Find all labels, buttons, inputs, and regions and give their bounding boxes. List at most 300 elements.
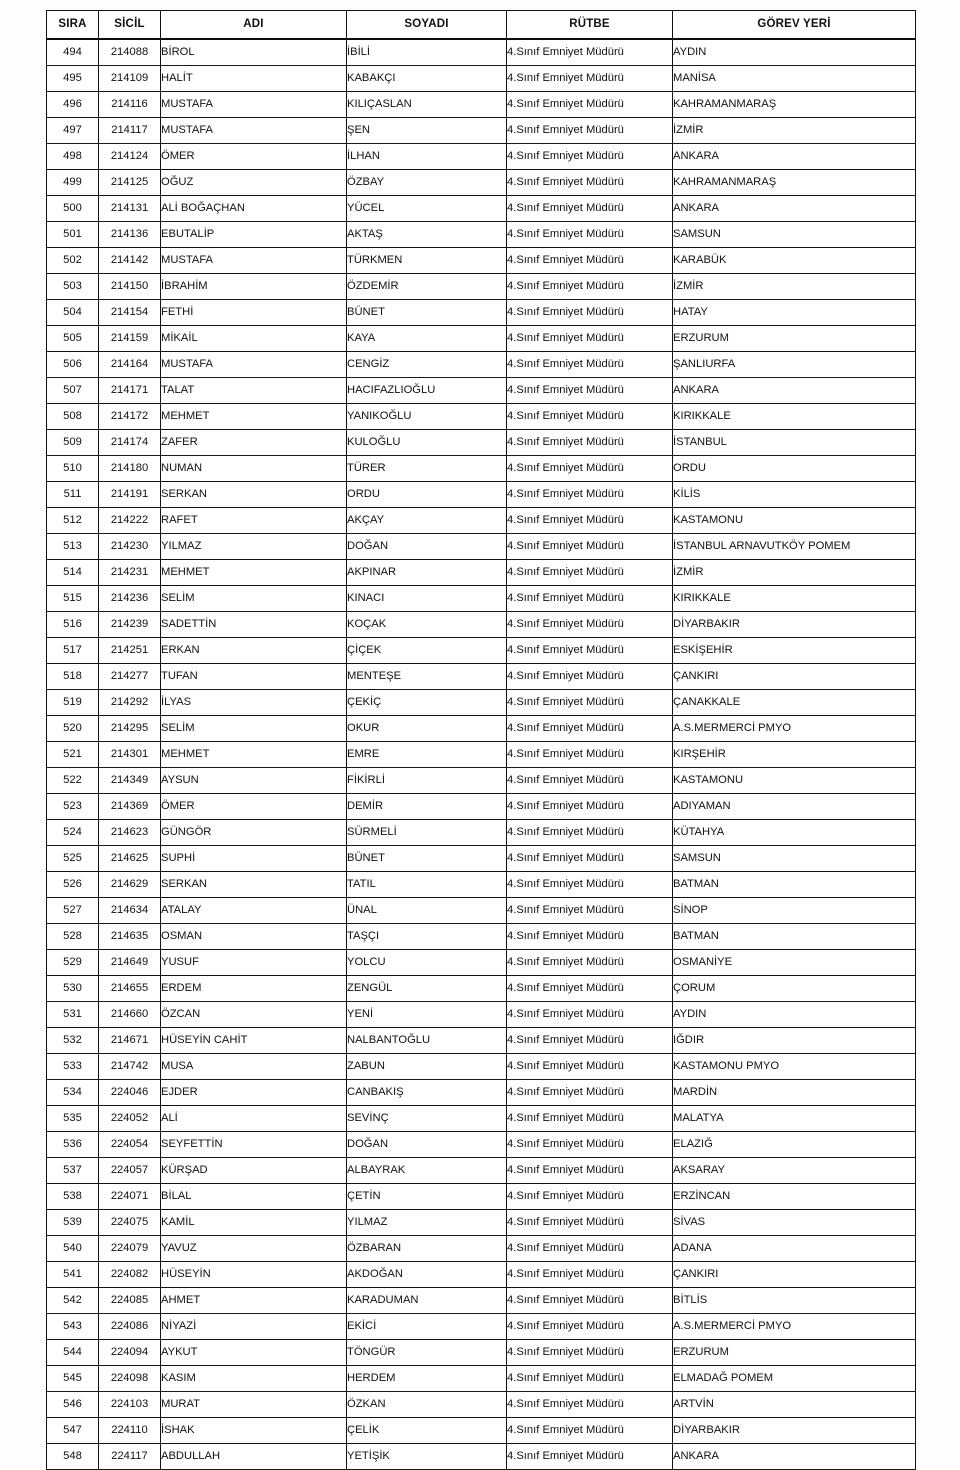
cell-rutbe: 4.Sınıf Emniyet Müdürü <box>507 430 673 456</box>
cell-sira: 539 <box>47 1210 99 1236</box>
cell-sira: 520 <box>47 716 99 742</box>
cell-gorev-yeri: SAMSUN <box>673 222 916 248</box>
cell-gorev-yeri: ESKİŞEHİR <box>673 638 916 664</box>
cell-sicil: 224052 <box>99 1106 161 1132</box>
cell-sira: 543 <box>47 1314 99 1340</box>
cell-soyadi: YENİ <box>347 1002 507 1028</box>
cell-soyadi: TÜRKMEN <box>347 248 507 274</box>
table-row <box>47 560 916 586</box>
cell-rutbe: 4.Sınıf Emniyet Müdürü <box>507 1314 673 1340</box>
cell-soyadi: YOLCU <box>347 950 507 976</box>
cell-sicil: 214292 <box>99 690 161 716</box>
cell-soyadi: ÇELİK <box>347 1418 507 1444</box>
column-header-gorev-yeri: GÖREV YERİ <box>673 11 916 40</box>
cell-soyadi: ÖZBAY <box>347 170 507 196</box>
cell-sicil: 214349 <box>99 768 161 794</box>
cell-sicil: 214295 <box>99 716 161 742</box>
cell-rutbe: 4.Sınıf Emniyet Müdürü <box>507 716 673 742</box>
cell-gorev-yeri: BİTLİS <box>673 1288 916 1314</box>
cell-soyadi: DEMİR <box>347 794 507 820</box>
cell-sicil: 224079 <box>99 1236 161 1262</box>
cell-soyadi: ÇETİN <box>347 1184 507 1210</box>
cell-adi: RAFET <box>161 508 347 534</box>
cell-sicil: 224075 <box>99 1210 161 1236</box>
cell-rutbe: 4.Sınıf Emniyet Müdürü <box>507 378 673 404</box>
cell-rutbe: 4.Sınıf Emniyet Müdürü <box>507 690 673 716</box>
cell-sicil: 214625 <box>99 846 161 872</box>
cell-sicil: 214164 <box>99 352 161 378</box>
table-row <box>47 534 916 560</box>
table-row <box>47 1418 916 1444</box>
cell-gorev-yeri: ÇANAKKALE <box>673 690 916 716</box>
cell-gorev-yeri: KAHRAMANMARAŞ <box>673 92 916 118</box>
table-row <box>47 768 916 794</box>
cell-gorev-yeri: ANKARA <box>673 1444 916 1470</box>
cell-rutbe: 4.Sınıf Emniyet Müdürü <box>507 274 673 300</box>
table-row <box>47 39 916 66</box>
cell-rutbe: 4.Sınıf Emniyet Müdürü <box>507 456 673 482</box>
cell-soyadi: KARADUMAN <box>347 1288 507 1314</box>
table-row <box>47 404 916 430</box>
cell-gorev-yeri: KASTAMONU <box>673 508 916 534</box>
cell-sira: 515 <box>47 586 99 612</box>
cell-rutbe: 4.Sınıf Emniyet Müdürü <box>507 1158 673 1184</box>
cell-gorev-yeri: A.S.MERMERCİ PMYO <box>673 716 916 742</box>
cell-sira: 507 <box>47 378 99 404</box>
cell-rutbe: 4.Sınıf Emniyet Müdürü <box>507 1028 673 1054</box>
cell-rutbe: 4.Sınıf Emniyet Müdürü <box>507 508 673 534</box>
cell-sira: 529 <box>47 950 99 976</box>
cell-soyadi: YILMAZ <box>347 1210 507 1236</box>
cell-adi: ATALAY <box>161 898 347 924</box>
cell-sicil: 224054 <box>99 1132 161 1158</box>
cell-sicil: 214131 <box>99 196 161 222</box>
cell-soyadi: TATIL <box>347 872 507 898</box>
cell-sicil: 224071 <box>99 1184 161 1210</box>
cell-gorev-yeri: ÇANKIRI <box>673 1262 916 1288</box>
cell-sicil: 214124 <box>99 144 161 170</box>
cell-sicil: 224094 <box>99 1340 161 1366</box>
cell-gorev-yeri: ERZURUM <box>673 1340 916 1366</box>
cell-sira: 525 <box>47 846 99 872</box>
cell-adi: MURAT <box>161 1392 347 1418</box>
table-row <box>47 170 916 196</box>
cell-sira: 533 <box>47 1054 99 1080</box>
cell-rutbe: 4.Sınıf Emniyet Müdürü <box>507 1236 673 1262</box>
cell-soyadi: ÖZDEMİR <box>347 274 507 300</box>
cell-soyadi: EKİCİ <box>347 1314 507 1340</box>
cell-rutbe: 4.Sınıf Emniyet Müdürü <box>507 586 673 612</box>
cell-rutbe: 4.Sınıf Emniyet Müdürü <box>507 1444 673 1470</box>
cell-gorev-yeri: ÇANKIRI <box>673 664 916 690</box>
cell-sicil: 214180 <box>99 456 161 482</box>
cell-sira: 534 <box>47 1080 99 1106</box>
table-row <box>47 1236 916 1262</box>
cell-gorev-yeri: KIRŞEHİR <box>673 742 916 768</box>
cell-adi: GÜNGÖR <box>161 820 347 846</box>
table-row <box>47 378 916 404</box>
cell-adi: İBRAHİM <box>161 274 347 300</box>
cell-soyadi: ORDU <box>347 482 507 508</box>
cell-gorev-yeri: KÜTAHYA <box>673 820 916 846</box>
cell-sira: 511 <box>47 482 99 508</box>
cell-soyadi: AKPINAR <box>347 560 507 586</box>
cell-gorev-yeri: KIRIKKALE <box>673 586 916 612</box>
cell-adi: ERKAN <box>161 638 347 664</box>
cell-sira: 528 <box>47 924 99 950</box>
cell-rutbe: 4.Sınıf Emniyet Müdürü <box>507 794 673 820</box>
cell-sicil: 224103 <box>99 1392 161 1418</box>
table-row <box>47 430 916 456</box>
column-header-rutbe: RÜTBE <box>507 11 673 40</box>
cell-soyadi: MENTEŞE <box>347 664 507 690</box>
cell-adi: ÖZCAN <box>161 1002 347 1028</box>
cell-sicil: 224046 <box>99 1080 161 1106</box>
table-row <box>47 482 916 508</box>
cell-gorev-yeri: ADANA <box>673 1236 916 1262</box>
cell-rutbe: 4.Sınıf Emniyet Müdürü <box>507 664 673 690</box>
cell-adi: NİYAZİ <box>161 1314 347 1340</box>
cell-rutbe: 4.Sınıf Emniyet Müdürü <box>507 1210 673 1236</box>
cell-soyadi: ÖZKAN <box>347 1392 507 1418</box>
table-row <box>47 1392 916 1418</box>
cell-adi: HÜSEYİN <box>161 1262 347 1288</box>
cell-gorev-yeri: DİYARBAKIR <box>673 1418 916 1444</box>
cell-adi: SERKAN <box>161 482 347 508</box>
table-row <box>47 1262 916 1288</box>
cell-sicil: 214088 <box>99 39 161 66</box>
cell-sira: 522 <box>47 768 99 794</box>
cell-sicil: 214171 <box>99 378 161 404</box>
cell-rutbe: 4.Sınıf Emniyet Müdürü <box>507 1184 673 1210</box>
cell-sira: 548 <box>47 1444 99 1470</box>
cell-adi: MUSA <box>161 1054 347 1080</box>
cell-rutbe: 4.Sınıf Emniyet Müdürü <box>507 976 673 1002</box>
cell-rutbe: 4.Sınıf Emniyet Müdürü <box>507 1418 673 1444</box>
cell-adi: TUFAN <box>161 664 347 690</box>
cell-gorev-yeri: KAHRAMANMARAŞ <box>673 170 916 196</box>
cell-gorev-yeri: KASTAMONU PMYO <box>673 1054 916 1080</box>
cell-sira: 499 <box>47 170 99 196</box>
column-header-soyadi: SOYADI <box>347 11 507 40</box>
cell-rutbe: 4.Sınıf Emniyet Müdürü <box>507 1366 673 1392</box>
cell-gorev-yeri: ÇORUM <box>673 976 916 1002</box>
cell-gorev-yeri: ERZİNCAN <box>673 1184 916 1210</box>
cell-sira: 513 <box>47 534 99 560</box>
table-row <box>47 612 916 638</box>
cell-adi: TALAT <box>161 378 347 404</box>
cell-rutbe: 4.Sınıf Emniyet Müdürü <box>507 1288 673 1314</box>
cell-rutbe: 4.Sınıf Emniyet Müdürü <box>507 534 673 560</box>
cell-adi: OSMAN <box>161 924 347 950</box>
table-row <box>47 326 916 352</box>
cell-sira: 517 <box>47 638 99 664</box>
cell-sicil: 224086 <box>99 1314 161 1340</box>
cell-rutbe: 4.Sınıf Emniyet Müdürü <box>507 1132 673 1158</box>
cell-soyadi: DOĞAN <box>347 1132 507 1158</box>
cell-sira: 500 <box>47 196 99 222</box>
table-row <box>47 742 916 768</box>
cell-adi: ÖMER <box>161 144 347 170</box>
cell-sira: 545 <box>47 1366 99 1392</box>
cell-sira: 496 <box>47 92 99 118</box>
cell-soyadi: YÜCEL <box>347 196 507 222</box>
cell-sira: 538 <box>47 1184 99 1210</box>
cell-gorev-yeri: HATAY <box>673 300 916 326</box>
cell-soyadi: NALBANTOĞLU <box>347 1028 507 1054</box>
cell-sira: 503 <box>47 274 99 300</box>
cell-gorev-yeri: ORDU <box>673 456 916 482</box>
table-row <box>47 1106 916 1132</box>
cell-adi: NUMAN <box>161 456 347 482</box>
table-row <box>47 66 916 92</box>
cell-sira: 508 <box>47 404 99 430</box>
cell-adi: SELİM <box>161 716 347 742</box>
cell-soyadi: BÜNET <box>347 846 507 872</box>
cell-sira: 501 <box>47 222 99 248</box>
cell-soyadi: OKUR <box>347 716 507 742</box>
cell-adi: YAVUZ <box>161 1236 347 1262</box>
cell-sira: 547 <box>47 1418 99 1444</box>
cell-soyadi: KULOĞLU <box>347 430 507 456</box>
cell-adi: BİROL <box>161 39 347 66</box>
cell-sira: 510 <box>47 456 99 482</box>
cell-soyadi: KABAKÇI <box>347 66 507 92</box>
cell-gorev-yeri: KARABÜK <box>673 248 916 274</box>
cell-soyadi: ÖZBARAN <box>347 1236 507 1262</box>
personnel-table <box>46 10 916 1470</box>
cell-sicil: 214109 <box>99 66 161 92</box>
cell-gorev-yeri: AYDIN <box>673 39 916 66</box>
cell-soyadi: YETİŞİK <box>347 1444 507 1470</box>
cell-rutbe: 4.Sınıf Emniyet Müdürü <box>507 144 673 170</box>
cell-sira: 532 <box>47 1028 99 1054</box>
cell-adi: KAMİL <box>161 1210 347 1236</box>
cell-rutbe: 4.Sınıf Emniyet Müdürü <box>507 196 673 222</box>
cell-rutbe: 4.Sınıf Emniyet Müdürü <box>507 404 673 430</box>
cell-sira: 495 <box>47 66 99 92</box>
cell-rutbe: 4.Sınıf Emniyet Müdürü <box>507 300 673 326</box>
cell-gorev-yeri: ARTVİN <box>673 1392 916 1418</box>
cell-adi: MUSTAFA <box>161 352 347 378</box>
cell-gorev-yeri: İSTANBUL ARNAVUTKÖY POMEM <box>673 534 916 560</box>
cell-adi: ÖMER <box>161 794 347 820</box>
cell-gorev-yeri: MANİSA <box>673 66 916 92</box>
cell-adi: KASIM <box>161 1366 347 1392</box>
cell-gorev-yeri: ELMADAĞ POMEM <box>673 1366 916 1392</box>
cell-rutbe: 4.Sınıf Emniyet Müdürü <box>507 1080 673 1106</box>
cell-gorev-yeri: SİVAS <box>673 1210 916 1236</box>
cell-sicil: 214154 <box>99 300 161 326</box>
cell-sira: 509 <box>47 430 99 456</box>
cell-soyadi: ÇEKİÇ <box>347 690 507 716</box>
cell-rutbe: 4.Sınıf Emniyet Müdürü <box>507 170 673 196</box>
cell-gorev-yeri: AKSARAY <box>673 1158 916 1184</box>
cell-soyadi: TAŞÇI <box>347 924 507 950</box>
cell-gorev-yeri: MARDİN <box>673 1080 916 1106</box>
cell-gorev-yeri: İZMİR <box>673 118 916 144</box>
cell-adi: SADETTİN <box>161 612 347 638</box>
cell-gorev-yeri: KASTAMONU <box>673 768 916 794</box>
cell-sira: 502 <box>47 248 99 274</box>
cell-gorev-yeri: ADIYAMAN <box>673 794 916 820</box>
table-row <box>47 1028 916 1054</box>
table-row <box>47 1444 916 1470</box>
cell-rutbe: 4.Sınıf Emniyet Müdürü <box>507 846 673 872</box>
table-row <box>47 1080 916 1106</box>
cell-gorev-yeri: OSMANİYE <box>673 950 916 976</box>
table-row <box>47 1366 916 1392</box>
cell-gorev-yeri: A.S.MERMERCİ PMYO <box>673 1314 916 1340</box>
cell-sira: 504 <box>47 300 99 326</box>
cell-sicil: 214623 <box>99 820 161 846</box>
table-row <box>47 638 916 664</box>
cell-soyadi: TÜRER <box>347 456 507 482</box>
cell-rutbe: 4.Sınıf Emniyet Müdürü <box>507 118 673 144</box>
cell-rutbe: 4.Sınıf Emniyet Müdürü <box>507 924 673 950</box>
cell-adi: İLYAS <box>161 690 347 716</box>
cell-soyadi: HERDEM <box>347 1366 507 1392</box>
table-row <box>47 1158 916 1184</box>
cell-soyadi: ZABUN <box>347 1054 507 1080</box>
cell-sicil: 214239 <box>99 612 161 638</box>
cell-sicil: 214649 <box>99 950 161 976</box>
cell-adi: YILMAZ <box>161 534 347 560</box>
cell-soyadi: ÜNAL <box>347 898 507 924</box>
cell-sicil: 224057 <box>99 1158 161 1184</box>
cell-adi: ZAFER <box>161 430 347 456</box>
cell-adi: AYKUT <box>161 1340 347 1366</box>
column-header-sira: SIRA <box>47 11 99 40</box>
cell-rutbe: 4.Sınıf Emniyet Müdürü <box>507 1340 673 1366</box>
cell-soyadi: AKTAŞ <box>347 222 507 248</box>
cell-adi: BİLAL <box>161 1184 347 1210</box>
cell-soyadi: AKÇAY <box>347 508 507 534</box>
cell-soyadi: ZENGÜL <box>347 976 507 1002</box>
table-row <box>47 924 916 950</box>
cell-adi: İSHAK <box>161 1418 347 1444</box>
cell-sira: 494 <box>47 39 99 66</box>
cell-adi: EBUTALİP <box>161 222 347 248</box>
cell-rutbe: 4.Sınıf Emniyet Müdürü <box>507 482 673 508</box>
cell-adi: MEHMET <box>161 404 347 430</box>
table-header <box>47 11 916 40</box>
cell-sira: 519 <box>47 690 99 716</box>
cell-soyadi: CENGİZ <box>347 352 507 378</box>
cell-sicil: 214369 <box>99 794 161 820</box>
cell-rutbe: 4.Sınıf Emniyet Müdürü <box>507 1106 673 1132</box>
cell-sicil: 224082 <box>99 1262 161 1288</box>
table-row <box>47 352 916 378</box>
cell-soyadi: FİKİRLİ <box>347 768 507 794</box>
cell-adi: ABDULLAH <box>161 1444 347 1470</box>
cell-soyadi: ALBAYRAK <box>347 1158 507 1184</box>
cell-adi: AYSUN <box>161 768 347 794</box>
table-row <box>47 1210 916 1236</box>
cell-sicil: 214236 <box>99 586 161 612</box>
table-row <box>47 144 916 170</box>
cell-gorev-yeri: BATMAN <box>673 924 916 950</box>
cell-rutbe: 4.Sınıf Emniyet Müdürü <box>507 560 673 586</box>
table-row <box>47 1314 916 1340</box>
table-header-row <box>47 11 916 40</box>
cell-soyadi: KILIÇASLAN <box>347 92 507 118</box>
cell-adi: MEHMET <box>161 560 347 586</box>
table-row <box>47 274 916 300</box>
cell-adi: SERKAN <box>161 872 347 898</box>
table-row <box>47 794 916 820</box>
cell-sicil: 214125 <box>99 170 161 196</box>
cell-adi: SUPHİ <box>161 846 347 872</box>
cell-sira: 505 <box>47 326 99 352</box>
cell-adi: MUSTAFA <box>161 118 347 144</box>
cell-gorev-yeri: ERZURUM <box>673 326 916 352</box>
table-row <box>47 456 916 482</box>
cell-rutbe: 4.Sınıf Emniyet Müdürü <box>507 612 673 638</box>
table-row <box>47 950 916 976</box>
cell-rutbe: 4.Sınıf Emniyet Müdürü <box>507 1392 673 1418</box>
cell-soyadi: YANIKOĞLU <box>347 404 507 430</box>
cell-sira: 514 <box>47 560 99 586</box>
cell-rutbe: 4.Sınıf Emniyet Müdürü <box>507 248 673 274</box>
table-row <box>47 248 916 274</box>
cell-sicil: 214159 <box>99 326 161 352</box>
cell-rutbe: 4.Sınıf Emniyet Müdürü <box>507 638 673 664</box>
column-header-sicil: SİCİL <box>99 11 161 40</box>
cell-adi: MİKAİL <box>161 326 347 352</box>
table-row <box>47 196 916 222</box>
cell-adi: ALİ <box>161 1106 347 1132</box>
table-row <box>47 898 916 924</box>
cell-sicil: 214277 <box>99 664 161 690</box>
cell-sira: 542 <box>47 1288 99 1314</box>
cell-rutbe: 4.Sınıf Emniyet Müdürü <box>507 222 673 248</box>
table-row <box>47 976 916 1002</box>
cell-sira: 540 <box>47 1236 99 1262</box>
cell-sira: 531 <box>47 1002 99 1028</box>
cell-sicil: 214635 <box>99 924 161 950</box>
cell-soyadi: TÖNGÜR <box>347 1340 507 1366</box>
cell-sira: 537 <box>47 1158 99 1184</box>
table-row <box>47 1288 916 1314</box>
table-row <box>47 1054 916 1080</box>
cell-adi: SELİM <box>161 586 347 612</box>
cell-sicil: 214222 <box>99 508 161 534</box>
cell-sira: 523 <box>47 794 99 820</box>
cell-rutbe: 4.Sınıf Emniyet Müdürü <box>507 326 673 352</box>
cell-sicil: 214230 <box>99 534 161 560</box>
cell-sira: 544 <box>47 1340 99 1366</box>
cell-rutbe: 4.Sınıf Emniyet Müdürü <box>507 1262 673 1288</box>
cell-sira: 536 <box>47 1132 99 1158</box>
cell-soyadi: İBİLİ <box>347 39 507 66</box>
cell-sicil: 214117 <box>99 118 161 144</box>
table-row <box>47 690 916 716</box>
table-row <box>47 846 916 872</box>
cell-gorev-yeri: KİLİS <box>673 482 916 508</box>
table-row <box>47 508 916 534</box>
cell-sira: 526 <box>47 872 99 898</box>
cell-soyadi: DOĞAN <box>347 534 507 560</box>
cell-adi: SEYFETTİN <box>161 1132 347 1158</box>
cell-soyadi: SÜRMELİ <box>347 820 507 846</box>
cell-sira: 541 <box>47 1262 99 1288</box>
cell-gorev-yeri: AYDIN <box>673 1002 916 1028</box>
cell-sicil: 214116 <box>99 92 161 118</box>
table-body <box>47 39 916 1470</box>
cell-gorev-yeri: İZMİR <box>673 560 916 586</box>
cell-adi: FETHİ <box>161 300 347 326</box>
